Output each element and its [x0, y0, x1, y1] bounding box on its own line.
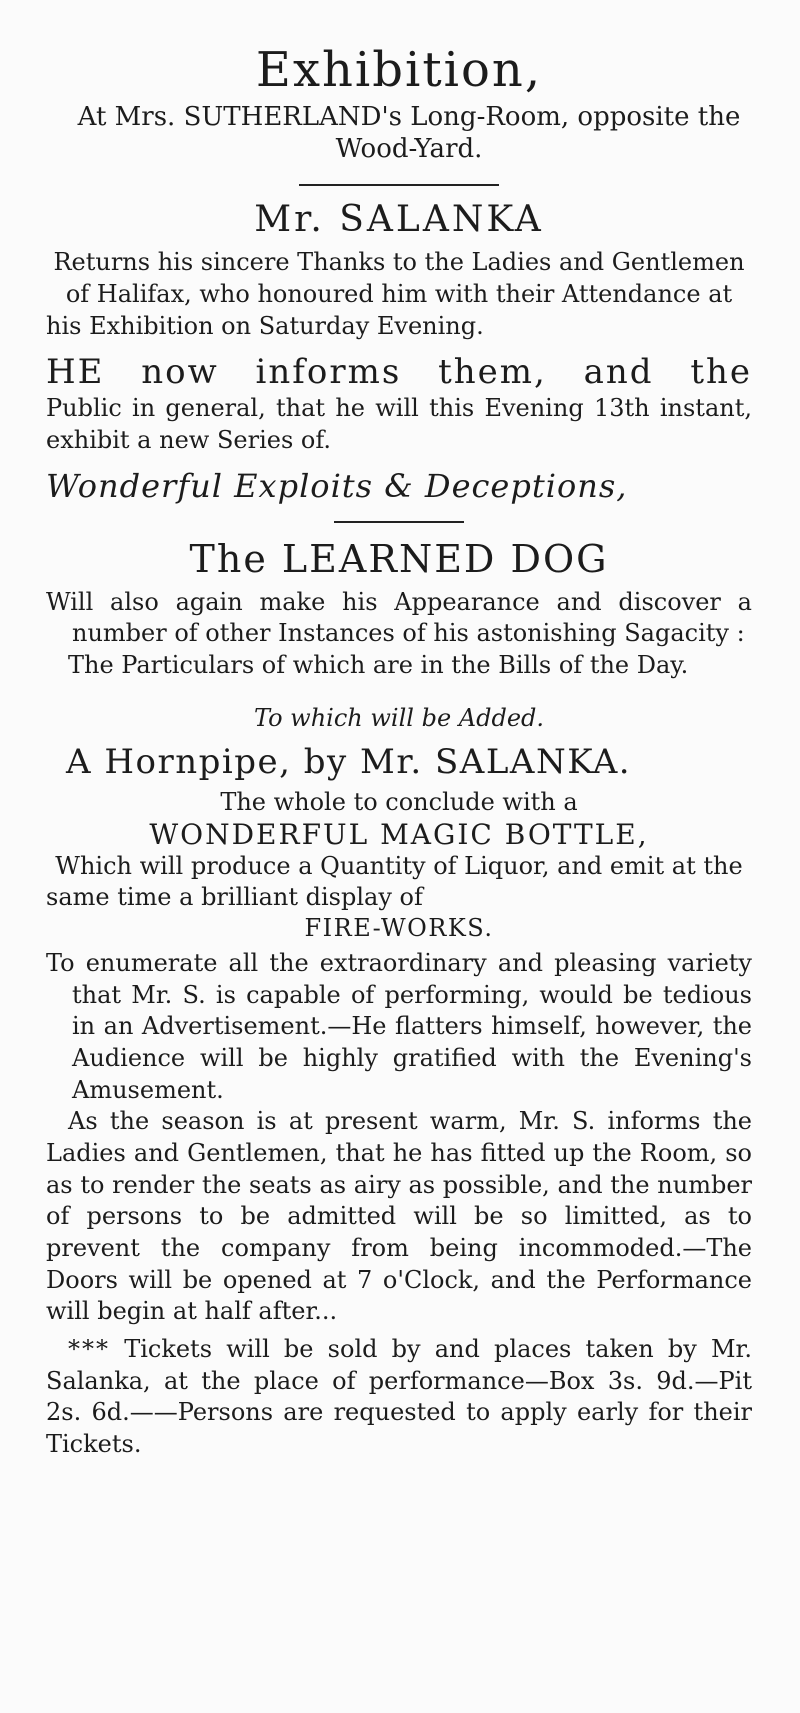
- season-paragraph: As the season is at present warm, Mr. S. informs the Ladies and Gentlemen, that he has fitted up the Room, so as to render the seats as airy as possible, and the number of persons to be admitted will be so limitted, as to prevent the company from being incommoded.—The Doors will be opened at 7 o'Clock, and the Performance will begin at half after...: [46, 1107, 752, 1326]
- divider-rule-middle: [334, 521, 464, 523]
- thanks-paragraph: Returns his sincere Thanks to the Ladies and Gentlemen of Halifax, who honoured him with their Attendance at his Exhibition on Saturday Evening.: [46, 248, 745, 340]
- divider-rule-top: [299, 184, 499, 186]
- hornpipe-line: A Hornpipe, by Mr. SALANKA.: [66, 741, 632, 782]
- fireworks-line: FIRE-WORKS.: [304, 913, 494, 942]
- performer-name: Mr. SALANKA: [254, 198, 544, 240]
- asterism-mark: *⁠*⁠*: [68, 1334, 110, 1363]
- headline: Exhibition,: [255, 42, 543, 98]
- bottle-paragraph: Which will produce a Quantity of Liquor, and emit at the same time a brilliant display of: [46, 851, 743, 912]
- added-heading: To which will be Added.: [253, 703, 545, 732]
- conclude-line: The whole to conclude with a: [220, 787, 578, 816]
- magic-bottle-line: WONDERFUL MAGIC BOTTLE,: [149, 817, 649, 851]
- informs-paragraph: Public in general, that he will this Evening 13th instant, exhibit a new Series of.: [46, 394, 752, 454]
- tickets-paragraph: Tickets will be sold by and places taken by Mr. Salanka, at the place of performance—Box 3s. 9d.—Pit 2s. 6d.——Persons are requested to apply early for their Tickets.: [46, 1334, 752, 1458]
- tickets-block: [46, 1334, 752, 1461]
- particulars-paragraph: The Particulars of which are in the Bills of the Day.: [68, 650, 689, 679]
- exploits-heading: Wonderful Exploits & Deceptions,: [46, 466, 628, 505]
- informs-lead: HE now informs them, and the: [46, 352, 752, 393]
- dog-paragraph: Will also again make his Appearance and discover a number of other Instances of his astonishing Sagacity :: [46, 587, 752, 648]
- enumerate-paragraph: To enumerate all the extraordinary and pleasing variety that Mr. S. is capable of performing, would be tedious in an Advertisement.—He flatters himself, however, the Audience will be highly gratified with the Evening's Amusement.: [46, 948, 752, 1104]
- venue-line: At Mrs. SUTHERLAND's Long-Room, opposite the Wood-Yard.: [77, 101, 741, 165]
- learned-dog-title: The LEARNED DOG: [189, 536, 609, 581]
